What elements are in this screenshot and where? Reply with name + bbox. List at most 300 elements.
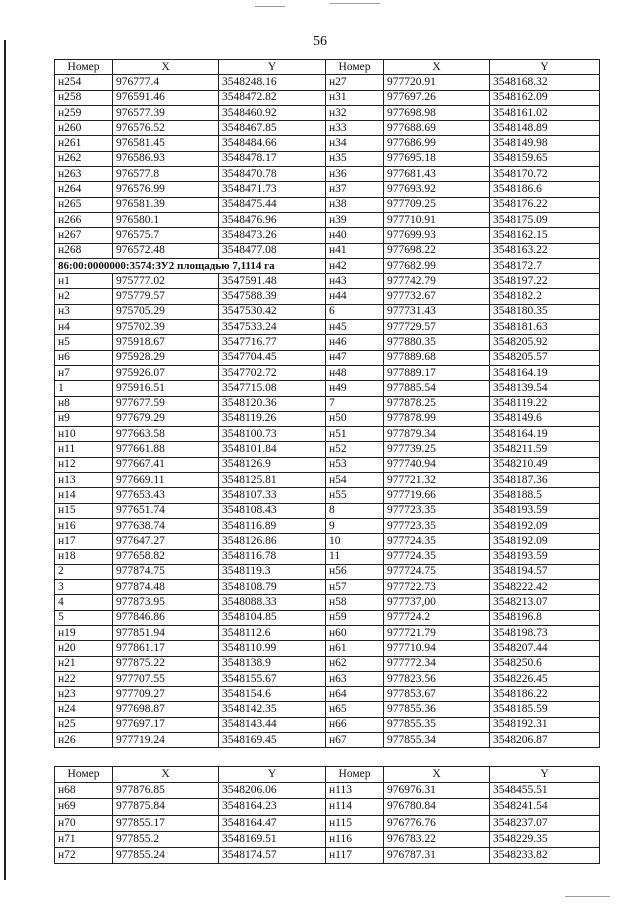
right-x-coord: 976976.31 bbox=[384, 783, 490, 799]
right-y-coord: 3548226.45 bbox=[490, 671, 600, 686]
right-x-coord: 977682.99 bbox=[384, 258, 490, 273]
right-y-coord: 3548206.87 bbox=[490, 733, 600, 748]
left-x-coord: 977709.27 bbox=[113, 687, 219, 702]
table-row bbox=[55, 534, 600, 549]
right-point-number: н34 bbox=[326, 136, 384, 151]
left-y-coord: 3548100.73 bbox=[219, 427, 326, 442]
right-x-coord: 977719.66 bbox=[384, 488, 490, 503]
right-x-coord: 977723.35 bbox=[384, 518, 490, 533]
right-point-number: 10 bbox=[326, 534, 384, 549]
right-x-coord: 977855.36 bbox=[384, 702, 490, 717]
right-y-coord: 3548198.73 bbox=[490, 625, 600, 640]
right-x-coord: 977720.91 bbox=[384, 75, 490, 90]
table-row bbox=[55, 580, 600, 595]
left-point-number: н5 bbox=[55, 335, 113, 350]
table-row bbox=[55, 411, 600, 426]
left-x-coord: 976576.99 bbox=[113, 182, 219, 197]
right-point-number: 8 bbox=[326, 503, 384, 518]
right-x-coord: 977724.2 bbox=[384, 610, 490, 625]
left-y-coord: 3548116.89 bbox=[219, 518, 326, 533]
right-point-number: н114 bbox=[326, 799, 384, 815]
right-point-number: н50 bbox=[326, 411, 384, 426]
table-row bbox=[55, 702, 600, 717]
right-point-number: н59 bbox=[326, 610, 384, 625]
table-row bbox=[55, 687, 600, 702]
table-row bbox=[55, 258, 600, 273]
right-x-coord: 977889.68 bbox=[384, 350, 490, 365]
right-point-number: н61 bbox=[326, 641, 384, 656]
right-x-coord: 977740.94 bbox=[384, 457, 490, 472]
right-x-coord: 977739.25 bbox=[384, 442, 490, 457]
table-row bbox=[55, 320, 600, 335]
left-y-coord: 3548107.33 bbox=[219, 488, 326, 503]
left-point-number: н6 bbox=[55, 350, 113, 365]
col-header-number: Номер bbox=[326, 767, 384, 783]
right-y-coord: 3548211.59 bbox=[490, 442, 600, 457]
left-x-coord: 976575.7 bbox=[113, 228, 219, 243]
left-x-coord: 975702.39 bbox=[113, 320, 219, 335]
left-point-number: н264 bbox=[55, 182, 113, 197]
left-x-coord: 976577.39 bbox=[113, 105, 219, 120]
right-x-coord: 977699.93 bbox=[384, 228, 490, 243]
left-y-coord: 3548164.23 bbox=[219, 799, 326, 815]
left-x-coord: 977855.24 bbox=[113, 847, 219, 863]
right-point-number: 6 bbox=[326, 304, 384, 319]
table-row bbox=[55, 182, 600, 197]
left-point-number: 3 bbox=[55, 580, 113, 595]
right-x-coord: 977880.35 bbox=[384, 335, 490, 350]
table-row bbox=[55, 457, 600, 472]
table-row bbox=[55, 473, 600, 488]
right-y-coord: 3548192.31 bbox=[490, 717, 600, 732]
left-x-coord: 977663.58 bbox=[113, 427, 219, 442]
left-y-coord: 3548088.33 bbox=[219, 595, 326, 610]
left-y-coord: 3548101.84 bbox=[219, 442, 326, 457]
right-point-number: н31 bbox=[326, 90, 384, 105]
right-y-coord: 3548207.44 bbox=[490, 641, 600, 656]
right-point-number: н58 bbox=[326, 595, 384, 610]
table-row bbox=[55, 488, 600, 503]
left-x-coord: 977697.17 bbox=[113, 717, 219, 732]
right-point-number: н49 bbox=[326, 381, 384, 396]
table-row bbox=[55, 641, 600, 656]
table-row bbox=[55, 105, 600, 120]
right-x-coord: 976780.84 bbox=[384, 799, 490, 815]
left-point-number: н260 bbox=[55, 121, 113, 136]
right-point-number: н47 bbox=[326, 350, 384, 365]
right-point-number: 7 bbox=[326, 396, 384, 411]
right-x-coord: 977723.35 bbox=[384, 503, 490, 518]
right-y-coord: 3548149.6 bbox=[490, 411, 600, 426]
right-x-coord: 977697.26 bbox=[384, 90, 490, 105]
left-y-coord: 3548477.08 bbox=[219, 243, 326, 258]
right-x-coord: 977681.43 bbox=[384, 167, 490, 182]
left-x-coord: 977698.87 bbox=[113, 702, 219, 717]
left-y-coord: 3548143.44 bbox=[219, 717, 326, 732]
right-y-coord: 3548193.59 bbox=[490, 503, 600, 518]
table-row bbox=[55, 90, 600, 105]
left-point-number: н258 bbox=[55, 90, 113, 105]
left-y-coord: 3547716.77 bbox=[219, 335, 326, 350]
left-x-coord: 976572.48 bbox=[113, 243, 219, 258]
left-y-coord: 3548120.36 bbox=[219, 396, 326, 411]
left-point-number: н23 bbox=[55, 687, 113, 702]
left-point-number: н10 bbox=[55, 427, 113, 442]
right-x-coord: 977855.34 bbox=[384, 733, 490, 748]
left-y-coord: 3548206.06 bbox=[219, 783, 326, 799]
right-point-number: н60 bbox=[326, 625, 384, 640]
right-y-coord: 3548182.2 bbox=[490, 289, 600, 304]
left-point-number: н8 bbox=[55, 396, 113, 411]
right-point-number: н51 bbox=[326, 427, 384, 442]
table-header-row bbox=[55, 767, 600, 783]
right-y-coord: 3548161.02 bbox=[490, 105, 600, 120]
right-y-coord: 3548164.19 bbox=[490, 365, 600, 380]
left-point-number: н262 bbox=[55, 151, 113, 166]
left-x-coord: 976591.46 bbox=[113, 90, 219, 105]
left-point-number: н20 bbox=[55, 641, 113, 656]
left-x-coord: 976586.93 bbox=[113, 151, 219, 166]
right-point-number: н44 bbox=[326, 289, 384, 304]
left-y-coord: 3548472.82 bbox=[219, 90, 326, 105]
right-point-number: н54 bbox=[326, 473, 384, 488]
right-x-coord: 977693.92 bbox=[384, 182, 490, 197]
right-y-coord: 3548205.92 bbox=[490, 335, 600, 350]
table-row bbox=[55, 625, 600, 640]
right-y-coord: 3548229.35 bbox=[490, 831, 600, 847]
left-y-coord: 3547588.39 bbox=[219, 289, 326, 304]
left-y-coord: 3548467.85 bbox=[219, 121, 326, 136]
table-row bbox=[55, 121, 600, 136]
right-point-number: н115 bbox=[326, 815, 384, 831]
right-y-coord: 3548193.59 bbox=[490, 549, 600, 564]
table-row bbox=[55, 564, 600, 579]
left-point-number: н265 bbox=[55, 197, 113, 212]
left-point-number: н4 bbox=[55, 320, 113, 335]
table-row bbox=[55, 335, 600, 350]
table-row bbox=[55, 733, 600, 748]
left-point-number: н1 bbox=[55, 274, 113, 289]
right-x-coord: 977698.98 bbox=[384, 105, 490, 120]
right-x-coord: 977721.32 bbox=[384, 473, 490, 488]
right-y-coord: 3548163.22 bbox=[490, 243, 600, 258]
right-y-coord: 3548210.49 bbox=[490, 457, 600, 472]
left-point-number: н11 bbox=[55, 442, 113, 457]
left-point-number: н71 bbox=[55, 831, 113, 847]
left-y-coord: 3548125.81 bbox=[219, 473, 326, 488]
table-row bbox=[55, 518, 600, 533]
right-y-coord: 3548213.07 bbox=[490, 595, 600, 610]
left-x-coord: 975926.07 bbox=[113, 365, 219, 380]
table-row bbox=[55, 799, 600, 815]
left-y-coord: 3548104.85 bbox=[219, 610, 326, 625]
right-x-coord: 977721.79 bbox=[384, 625, 490, 640]
right-point-number: н38 bbox=[326, 197, 384, 212]
right-x-coord: 977710.91 bbox=[384, 212, 490, 227]
left-point-number: н268 bbox=[55, 243, 113, 258]
left-x-coord: 976777.4 bbox=[113, 75, 219, 90]
table-row bbox=[55, 365, 600, 380]
right-y-coord: 3548197.22 bbox=[490, 274, 600, 289]
right-point-number: н63 bbox=[326, 671, 384, 686]
left-point-number: 4 bbox=[55, 595, 113, 610]
right-point-number: н62 bbox=[326, 656, 384, 671]
right-y-coord: 3548192.09 bbox=[490, 518, 600, 533]
left-y-coord: 3548169.45 bbox=[219, 733, 326, 748]
right-point-number: н43 bbox=[326, 274, 384, 289]
left-x-coord: 977876.85 bbox=[113, 783, 219, 799]
section-heading: 86:00:0000000:3574:ЗУ2 площадью 7,1114 га bbox=[55, 258, 326, 273]
right-x-coord: 977724.75 bbox=[384, 564, 490, 579]
left-x-coord: 976581.39 bbox=[113, 197, 219, 212]
left-y-coord: 3548475.44 bbox=[219, 197, 326, 212]
left-point-number: н3 bbox=[55, 304, 113, 319]
left-point-number: н15 bbox=[55, 503, 113, 518]
left-x-coord: 976576.52 bbox=[113, 121, 219, 136]
left-point-number: н261 bbox=[55, 136, 113, 151]
left-x-coord: 977661.88 bbox=[113, 442, 219, 457]
table-row bbox=[55, 228, 600, 243]
right-point-number: н46 bbox=[326, 335, 384, 350]
right-x-coord: 976783.22 bbox=[384, 831, 490, 847]
left-x-coord: 977653.43 bbox=[113, 488, 219, 503]
left-y-coord: 3547704.45 bbox=[219, 350, 326, 365]
left-point-number: н16 bbox=[55, 518, 113, 533]
right-y-coord: 3548139.54 bbox=[490, 381, 600, 396]
right-y-coord: 3548185.59 bbox=[490, 702, 600, 717]
left-point-number: н266 bbox=[55, 212, 113, 227]
left-point-number: н24 bbox=[55, 702, 113, 717]
right-x-coord: 976776.76 bbox=[384, 815, 490, 831]
left-y-coord: 3548169.51 bbox=[219, 831, 326, 847]
left-point-number: н26 bbox=[55, 733, 113, 748]
col-header-number: Номер bbox=[55, 767, 113, 783]
table-row bbox=[55, 243, 600, 258]
right-y-coord: 3548192.09 bbox=[490, 534, 600, 549]
left-y-coord: 3548119.26 bbox=[219, 411, 326, 426]
left-point-number: н25 bbox=[55, 717, 113, 732]
table-row bbox=[55, 442, 600, 457]
right-x-coord: 977724.35 bbox=[384, 534, 490, 549]
right-y-coord: 3548119.22 bbox=[490, 396, 600, 411]
left-y-coord: 3548484.66 bbox=[219, 136, 326, 151]
left-y-coord: 3548112.6 bbox=[219, 625, 326, 640]
left-point-number: н9 bbox=[55, 411, 113, 426]
left-x-coord: 976577.8 bbox=[113, 167, 219, 182]
table-row bbox=[55, 381, 600, 396]
left-point-number: н69 bbox=[55, 799, 113, 815]
left-x-coord: 977679.29 bbox=[113, 411, 219, 426]
left-y-coord: 3548138.9 bbox=[219, 656, 326, 671]
left-y-coord: 3548154.6 bbox=[219, 687, 326, 702]
left-x-coord: 976580.1 bbox=[113, 212, 219, 227]
left-x-coord: 977861.17 bbox=[113, 641, 219, 656]
right-y-coord: 3548205.57 bbox=[490, 350, 600, 365]
col-header-y: Y bbox=[219, 60, 326, 75]
table-row bbox=[55, 396, 600, 411]
left-y-coord: 3548155.67 bbox=[219, 671, 326, 686]
left-point-number: н19 bbox=[55, 625, 113, 640]
right-x-coord: 977698.22 bbox=[384, 243, 490, 258]
col-header-x: X bbox=[113, 767, 219, 783]
right-x-coord: 977724.35 bbox=[384, 549, 490, 564]
right-y-coord: 3548187.36 bbox=[490, 473, 600, 488]
left-x-coord: 977638.74 bbox=[113, 518, 219, 533]
col-header-number: Номер bbox=[55, 60, 113, 75]
table-row bbox=[55, 274, 600, 289]
right-point-number: 9 bbox=[326, 518, 384, 533]
right-point-number: н33 bbox=[326, 121, 384, 136]
table-row bbox=[55, 783, 600, 799]
left-y-coord: 3548110.99 bbox=[219, 641, 326, 656]
right-y-coord: 3548222.42 bbox=[490, 580, 600, 595]
left-point-number: н263 bbox=[55, 167, 113, 182]
right-point-number: н66 bbox=[326, 717, 384, 732]
left-point-number: н21 bbox=[55, 656, 113, 671]
right-point-number: н113 bbox=[326, 783, 384, 799]
right-point-number: н27 bbox=[326, 75, 384, 90]
left-y-coord: 3548473.26 bbox=[219, 228, 326, 243]
right-y-coord: 3548237.07 bbox=[490, 815, 600, 831]
table-row bbox=[55, 167, 600, 182]
scan-speck bbox=[330, 3, 380, 4]
col-header-x: X bbox=[113, 60, 219, 75]
col-header-x: X bbox=[384, 767, 490, 783]
right-y-coord: 3548168.32 bbox=[490, 75, 600, 90]
scan-margin-line bbox=[4, 40, 6, 880]
right-x-coord: 977742.79 bbox=[384, 274, 490, 289]
left-point-number: н7 bbox=[55, 365, 113, 380]
table-row bbox=[55, 197, 600, 212]
right-y-coord: 3548164.19 bbox=[490, 427, 600, 442]
left-x-coord: 977667.41 bbox=[113, 457, 219, 472]
left-x-coord: 977875.22 bbox=[113, 656, 219, 671]
coordinate-table-2 bbox=[54, 766, 600, 864]
table-row bbox=[55, 815, 600, 831]
right-point-number: н64 bbox=[326, 687, 384, 702]
left-y-coord: 3548126.86 bbox=[219, 534, 326, 549]
table-row bbox=[55, 671, 600, 686]
scan-speck bbox=[565, 896, 610, 897]
left-y-coord: 3548471.73 bbox=[219, 182, 326, 197]
right-point-number: н36 bbox=[326, 167, 384, 182]
right-x-coord: 977889.17 bbox=[384, 365, 490, 380]
right-point-number: н35 bbox=[326, 151, 384, 166]
col-header-y: Y bbox=[490, 767, 600, 783]
left-y-coord: 3548142.35 bbox=[219, 702, 326, 717]
left-y-coord: 3547591.48 bbox=[219, 274, 326, 289]
right-y-coord: 3548250.6 bbox=[490, 656, 600, 671]
left-point-number: н2 bbox=[55, 289, 113, 304]
left-point-number: н18 bbox=[55, 549, 113, 564]
right-point-number: н41 bbox=[326, 243, 384, 258]
left-point-number: н254 bbox=[55, 75, 113, 90]
right-y-coord: 3548175.09 bbox=[490, 212, 600, 227]
right-point-number: н67 bbox=[326, 733, 384, 748]
left-point-number: н70 bbox=[55, 815, 113, 831]
left-x-coord: 977658.82 bbox=[113, 549, 219, 564]
left-x-coord: 977855.17 bbox=[113, 815, 219, 831]
right-x-coord: 976787.31 bbox=[384, 847, 490, 863]
left-x-coord: 977851.94 bbox=[113, 625, 219, 640]
right-point-number: н48 bbox=[326, 365, 384, 380]
right-x-coord: 977823.56 bbox=[384, 671, 490, 686]
right-y-coord: 3548181.63 bbox=[490, 320, 600, 335]
col-header-y: Y bbox=[219, 767, 326, 783]
right-x-coord: 977772.34 bbox=[384, 656, 490, 671]
right-x-coord: 977853.67 bbox=[384, 687, 490, 702]
right-point-number: н40 bbox=[326, 228, 384, 243]
left-y-coord: 3548248.16 bbox=[219, 75, 326, 90]
left-x-coord: 975928.29 bbox=[113, 350, 219, 365]
col-header-number: Номер bbox=[326, 60, 384, 75]
right-point-number: н55 bbox=[326, 488, 384, 503]
left-y-coord: 3548119.3 bbox=[219, 564, 326, 579]
left-x-coord: 975916.51 bbox=[113, 381, 219, 396]
right-y-coord: 3548149.98 bbox=[490, 136, 600, 151]
left-point-number: н267 bbox=[55, 228, 113, 243]
right-x-coord: 977878.99 bbox=[384, 411, 490, 426]
right-point-number: н117 bbox=[326, 847, 384, 863]
table-row bbox=[55, 831, 600, 847]
right-point-number: н42 bbox=[326, 258, 384, 273]
right-y-coord: 3548170.72 bbox=[490, 167, 600, 182]
col-header-x: X bbox=[384, 60, 490, 75]
left-y-coord: 3548108.79 bbox=[219, 580, 326, 595]
col-header-y: Y bbox=[490, 60, 600, 75]
table-row bbox=[55, 427, 600, 442]
left-point-number: н22 bbox=[55, 671, 113, 686]
right-point-number: н116 bbox=[326, 831, 384, 847]
left-point-number: 5 bbox=[55, 610, 113, 625]
left-point-number: н13 bbox=[55, 473, 113, 488]
left-x-coord: 977846.86 bbox=[113, 610, 219, 625]
right-y-coord: 3548188.5 bbox=[490, 488, 600, 503]
left-x-coord: 976581.45 bbox=[113, 136, 219, 151]
right-point-number: н56 bbox=[326, 564, 384, 579]
left-y-coord: 3548108.43 bbox=[219, 503, 326, 518]
left-point-number: 1 bbox=[55, 381, 113, 396]
right-x-coord: 977879.34 bbox=[384, 427, 490, 442]
page-number: 56 bbox=[313, 34, 327, 49]
right-x-coord: 977695.18 bbox=[384, 151, 490, 166]
right-point-number: н57 bbox=[326, 580, 384, 595]
right-x-coord: 977855.35 bbox=[384, 717, 490, 732]
table-row bbox=[55, 289, 600, 304]
left-x-coord: 975777.02 bbox=[113, 274, 219, 289]
right-y-coord: 3548172.7 bbox=[490, 258, 600, 273]
right-x-coord: 977878.25 bbox=[384, 396, 490, 411]
left-point-number: 2 bbox=[55, 564, 113, 579]
left-x-coord: 977707.55 bbox=[113, 671, 219, 686]
left-x-coord: 977669.11 bbox=[113, 473, 219, 488]
table-row bbox=[55, 595, 600, 610]
right-x-coord: 977731.43 bbox=[384, 304, 490, 319]
left-point-number: н12 bbox=[55, 457, 113, 472]
left-x-coord: 977875.84 bbox=[113, 799, 219, 815]
right-x-coord: 977722.73 bbox=[384, 580, 490, 595]
left-x-coord: 977874.75 bbox=[113, 564, 219, 579]
right-y-coord: 3548176.22 bbox=[490, 197, 600, 212]
table-row bbox=[55, 503, 600, 518]
right-y-coord: 3548186.22 bbox=[490, 687, 600, 702]
left-point-number: н72 bbox=[55, 847, 113, 863]
right-x-coord: 977885.54 bbox=[384, 381, 490, 396]
table-row bbox=[55, 304, 600, 319]
table-row bbox=[55, 136, 600, 151]
right-y-coord: 3548159.65 bbox=[490, 151, 600, 166]
right-x-coord: 977688.69 bbox=[384, 121, 490, 136]
